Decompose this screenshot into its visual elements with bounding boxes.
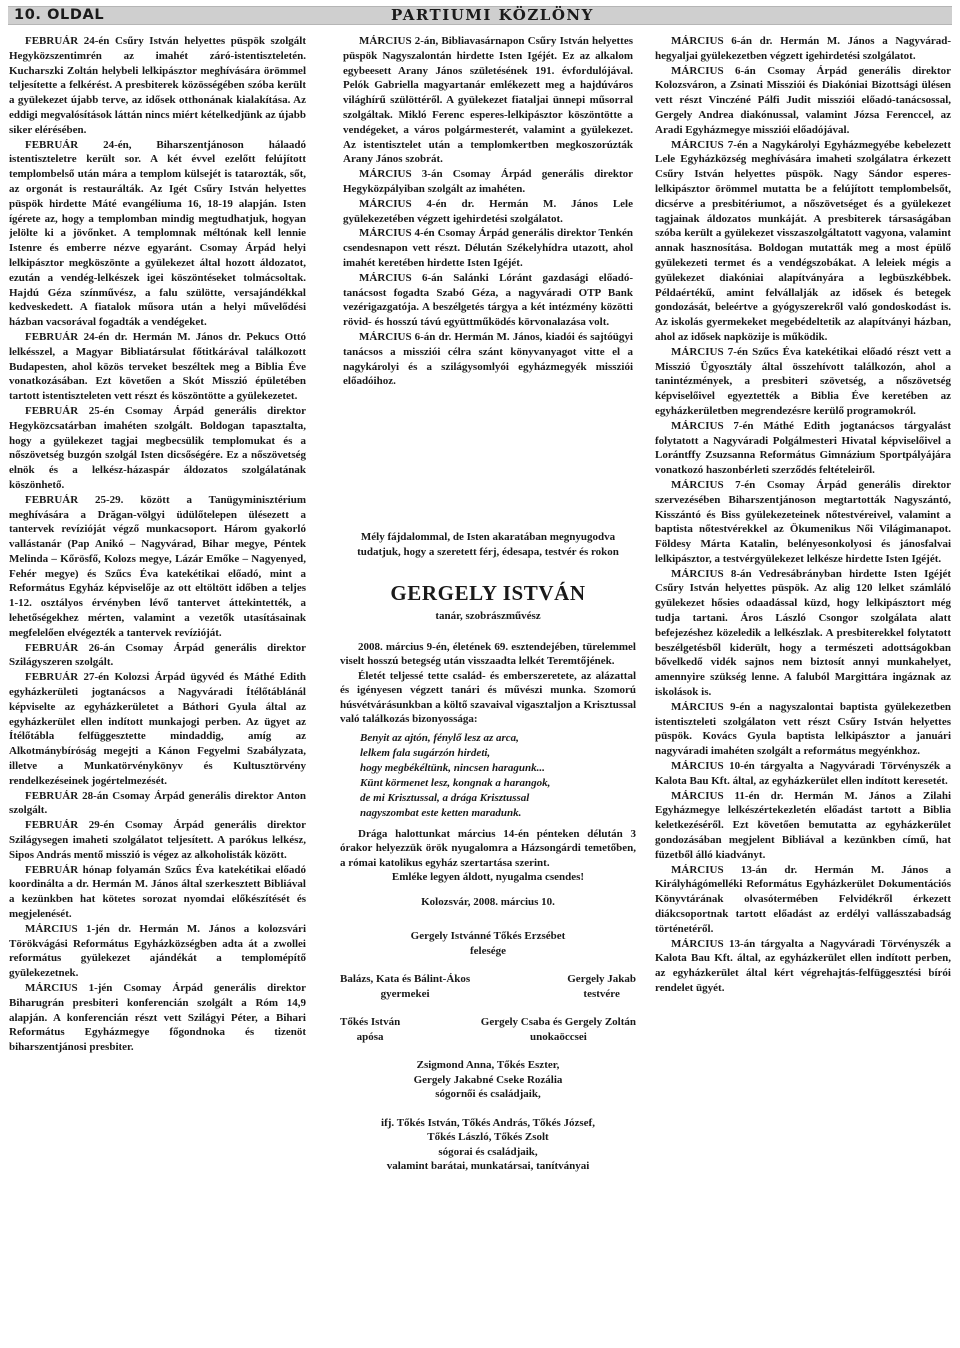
news-item: MÁRCIUS 2-án, Bibliavasárnapon Csűry István helyettes püspök Nagyszalontán hirdette Isten Igéjét. Ez az alkalom egybeesett Arany János születésének 191. évfordulójával. Pelók Gabriella magyartanár emlékezett meg a hajdúváros világhírű szülöttéről. A gyülekezet fiataljai ünnepi műsorral szolgáltak. Mikló Ferenc esperes-lelkipásztor köszöntötte a vendégeket, a város polgármesterét, valamint a gyülekezet. Az istentisztelet után a templomkertben megkoszorúzták Arany János szobrát. xyxy=(343,35,633,166)
mourner-row xyxy=(340,972,636,1001)
mourner-relation: sógorai és családjaik, xyxy=(438,1145,538,1158)
news-item: FEBRUÁR hónap folyamán Szűcs Éva katekétikai előadó koordinálta a dr. Hermán M. János által szerkesztett Bibliával a kezünkben hat kötetes sorozat nyomdai előkészítését és megjelenését. xyxy=(9,863,306,921)
news-item: MÁRCIUS 7-én Csomay Árpád generális direktor szervezésében Biharszentjánoson megtartották Nagyszántó, Kisszántó és Biss gyülekezeteinek nőtestvéreivel, valamint a baptista nőtestvérekkel az Ökumenikus Női Világimanapot. Földesy Márta Katalin, belényesonkolyosi és jánosfalvai lelkipásztor, a testvérgyülekezet lelkésze hirdette Isten Igéjét. xyxy=(655,478,951,565)
poem-line: Benyit az ajtón, fénylő lesz az arca, xyxy=(360,731,519,744)
obituary-notice xyxy=(340,530,636,1330)
news-item: FEBRUÁR 24-én Csűry István helyettes püspök szolgált Hegyközszentimrén az imahét záró-istentiszteletén. Kucharszki Zoltán helybeli lelkipásztor meghívására örömmel teljesítette a felkérést. A presbiterek közösségében szóba került a gyülekezet újabb terve, az idősek otthonának kialakítása. Az eddigi megvalósítások láttán nincs miért kételkedjünk az újabb siker elérésében. xyxy=(9,35,306,136)
obituary-paragraph: Életét teljessé tette család- és emberszeretete, az alázattal és igényesen végzett tanári és művészi munka. Szomorú húsvétvárásunkban a költő szavaival vigasztaljon a Krisztussal való találkozás bizonyossága: xyxy=(340,669,636,725)
page-number: 10. OLDAL xyxy=(14,7,105,23)
news-item: MÁRCIUS 8-án Vedresábrányban hirdette Isten Igéjét Csűry István helyettes püspök. Az alig 120 lelket számláló gyülekezet hősies odaadással küzd, hogy lelkipásztort még tudja tartani. Áros László Csongor szolgálata alatt befejezéshez közeledik a lelkészlak. A presbiterekkel folytatott beszélgetésből kiderült, hogy a természeti adottságokban bővelkedő vidék sajnos nem biztosít annyi munkahelyet, amennyire szükség lenne. A faluból Margittára ingáznak az iskolások is. xyxy=(655,567,951,699)
news-item: FEBRUÁR 29-én Csomay Árpád generális direktor Szilágysegen imaheti szolgálatot teljesített. A parókus lelkész, Sipos András mentő misszió is végez az alkoholisták között. xyxy=(9,819,306,861)
mourner-name: Tőkés István xyxy=(340,1016,401,1028)
news-item: MÁRCIUS 6-án dr. Hermán M. János a Nagyvárad-hegyaljai gyülekezetben végzett igehirdetési szolgálatot. xyxy=(655,35,951,62)
obituary-intro: Mély fájdalommal, de Isten akaratában megnyugodva tudatjuk, hogy a szeretett férj, édesapa, testvér és rokon xyxy=(357,531,619,558)
mourner-name: Zsigmond Anna, Tőkés Eszter, xyxy=(416,1059,560,1071)
mourner-name: Gergely Jakab xyxy=(567,973,636,985)
news-item: MÁRCIUS 3-án Csomay Árpád generális direktor Hegyközpályiban szolgált az imahéten. xyxy=(343,168,633,195)
poem-line: de mi Krisztussal, a drága Krisztussal xyxy=(360,791,530,804)
poem-line: hogy megbékéltünk, nincsen haragunk... xyxy=(360,761,545,774)
poem xyxy=(360,731,636,821)
mourner-relation: sógornői és családjaik, xyxy=(435,1088,541,1100)
mourner-relation: gyermekei xyxy=(380,987,430,1000)
mourners-list xyxy=(340,929,636,1174)
mourner-name: Gergely Jakabné Cseke Rozália xyxy=(413,1073,563,1086)
deceased-name: GERGELY ISTVÁN xyxy=(390,581,586,605)
place-date: Kolozsvár, 2008. március 10. xyxy=(421,895,555,908)
column-middle xyxy=(343,34,633,524)
mourner-name: Gergely Istvánné Tőkés Erzsébet xyxy=(410,930,566,942)
obituary-paragraph: 2008. március 9-én, életének 69. esztendejében, türelemmel viselt hosszú betegség után visszaadta lelkét Teremtőjének. xyxy=(340,640,636,667)
mourner-relation: testvére xyxy=(583,987,620,1000)
news-item: FEBRUÁR 25-én Csomay Árpád generális direktor Hegyközcsatárban imahéten szolgált. Boldogan tapasztalta, hogy a gyülekezet tagjai megbecsülik templomukat és a nőszövetség buzgón szolgál Isten dicsőségére. Ez a nőszövetség elnök és a lelkész-házaspár áldozatos szolgálatának köszönhető. xyxy=(9,404,306,491)
news-item: MÁRCIUS 13-án tárgyalta a Nagyváradi Törvényszék a Kalota Bau Kft. által, az egyházkerület ellen indított perben, az egyházkerület által kért végrehajtás-felfüggesztési bírói rendelet ügyét. xyxy=(655,937,951,994)
news-item: MÁRCIUS 7-én a Nagykárolyi Egyházmegyébe kebelezett Lele Egyházközség meghívására imaheti szolgálatra érkezett Csűry István helyettes püspök. Nagy Sándor esperes-lelkipásztor örömmel mutatta be a felújított templombelsőt, dicsérve a presbitériumot, a nőszövetséget és a gyülekezet tagjainak áldozatos munkáját. A presbiterek társaságában szóba került a gyülekezet visszaszolgáltatott vagyona, valamint annak hasznosítása. Boldogan mutatták meg a most épülő gyülekezeti termet és a vendégszobákat. A leleiek mégis a gyülekezet diakóniai alapítványára a legbüszkébbek. Példaértékű, amint felvállalják az idősek és betegek gondozását, beleértve a gyógyszerekről való gondoskodást is. Az iskolás gyermekeket megebédeltetik az alapítványi házban, ahol az idősek napközije is működik. xyxy=(655,138,951,343)
news-item: MÁRCIUS 6-án Salánki Lóránt gazdasági előadó-tanácsost fogadta Szabó Géza, a nagyváradi OTP Bank vezérigazgatója. A beszélgetés tárgya a két intézmény közötti rövid- és hosszú távú együttműködés körvonalazása volt. xyxy=(343,271,633,329)
memorial-wish: Emléke legyen áldott, nyugalma csendes! xyxy=(391,871,585,883)
poem-line: nagyszombat este ketten maradunk. xyxy=(360,806,522,819)
news-item: MÁRCIUS 13-án dr. Hermán M. János a Királyhágómelléki Református Egyházkerület Dokumentációs Könyvtárának olvasótermében Felvidékről érkezett diákcsoportnak tartott előadást az erdélyi vallásszabadság történetéről. xyxy=(655,863,951,935)
news-item: MÁRCIUS 10-én tárgyalta a Nagyváradi Törvényszék a Kalota Bau Kft. által, az egyházkerület ellen indított keresetét. xyxy=(655,760,951,787)
news-item: MÁRCIUS 4-én dr. Hermán M. János Lele gyülekezetében végzett igehirdetési szolgálatot. xyxy=(343,197,633,225)
news-item: MÁRCIUS 6-án dr. Hermán M. János, kiadói és sajtóügyi tanácsos a missziói célra szánt könyvanyagot vitte el a nagykárolyi és a szilágysomlyói egyházmegyék missziói előadóihoz. xyxy=(343,330,633,388)
mourner-relation: felesége xyxy=(469,944,507,957)
news-item: FEBRUÁR 26-án Csomay Árpád generális direktor Szilágyszeren szolgált. xyxy=(9,641,306,669)
publication-title: PARTIUMI KÖZLÖNY xyxy=(391,6,594,24)
column-right xyxy=(655,34,951,1339)
news-item: FEBRUÁR 24-én dr. Hermán M. János dr. Pekucs Ottó lelkésszel, a Magyar Bibliatársulat főtitkárával találkozott Budapesten, ahol közös terveket beszéltek meg a Biblia Éve vonatkozásában. Ezt követően a Skót Misszió épületében tartott istentiszteleten vett részt és köszöntötte a gyülekezetet. xyxy=(9,330,306,403)
news-item: MÁRCIUS 7-én Máthé Edith jogtanácsos tárgyalást folytatott a Nagyváradi Polgálmesteri Hivatal képviselőivel a Lorántffy Zsuzsanna Református Gimnázium Sportpályájára vonatkozó haszonbérleti szerződés feltételeiről. xyxy=(655,419,951,477)
news-item: MÁRCIUS 1-jén dr. Hermán M. János a kolozsvári Törökvágási Református Egyházközségben adta át a zwollei református gyülekezet ajándékát a templomépítő gyülekezetnek. xyxy=(9,922,306,980)
mourner-closing: valamint barátai, munkatársai, tanítványai xyxy=(386,1160,590,1172)
news-item: FEBRUÁR 25-29. között a Tanügyminisztérium meghívására a Drăgan-völgyi üdülőtelepen ülésezett a tantervek revízióját végző munkacsoport. Három gyakorló vallástanár (Pap Anikó – Nagyvárad, Bihar megye, Péntek Melinda – Kőrösfő, Kolozs megye, Lázár Emőke – Nagyenyed, Fehér megye) és Szűcs Éva katekétikai előadó, mint a Református Egyház képviselője az ott eltöltött időben a teljes 1-12. osztályos érvényben lévő tantervet áttekintették, a lehetőségekhez mérten, valamint a vezetők utasításainak megfelelően elvégezték a tantervek revízióját. xyxy=(9,493,306,639)
news-item: MÁRCIUS 7-én Szűcs Éva katekétikai előadó részt vett a Misszió Ügyosztály által összehívott találkozón, ahol a tanintézmények, a presbiteri szövetség, a nőszövetség képviselőivel egyeztették a Biblia Éve keretében az egyházkerületben megrendezésre kerülő programokról. xyxy=(655,345,951,417)
poem-line: Künt körmenet lesz, kongnak a harangok, xyxy=(360,776,551,789)
news-item: MÁRCIUS 11-én dr. Hermán M. János a Zilahi Egyházmegye lelkészértekezletén előadást tartott a Biblia keletkezéséről. Ezt követően bemutatta az egyházkerület gondozásában megjelent Bibliával a kezünkben című, hat füzetből álló kiadványt. xyxy=(655,789,951,861)
news-item: MÁRCIUS 6-án Csomay Árpád generális direktor Kolozsváron, a Zsinati Missziói és Diakóniai Bizottsági ülésen vett részt Vinczéné Pálfi Judit missziói előadó-tanácsossal, Gergely Andrea diakónussal, valamint Józsa Ferenccel, az Aradi Egyházmegye missziói előadójával. xyxy=(655,64,951,136)
deceased-role: tanár, szobrászművész xyxy=(435,610,541,622)
news-item: FEBRUÁR 24-én, Biharszentjánoson hálaadó istentiszteletre került sor. A két évvel ezelőtt felújított templombelső után mára a templom külsejét is tatarozták, sőt, az orgonát is restaurálták. Az Igét Csűry István helyettes püspök hirdette Máté evangéliuma 16, 18-19 alapján. Isten ígérete az, hogy a templomban mindig megtudhatjuk, hogyan jelölte ki a jövőnket. A templomnak méltónak kell lennie Istenre és emberre nézve egyaránt. Csomay Árpád helyi lelkipásztor megköszönte a gyülekezet által hozott áldozatot, ezután a vendég-lelkészek igei köszöntéseket tolmácsoltak. Hajdú Géza színművész, a falu szülötte, versajándékkal kedveskedett. A fiatalok műsora után a helyi művelődési házban vacsorával fogadták a vendégeket. xyxy=(9,138,306,329)
news-item: MÁRCIUS 9-én a nagyszalontai baptista gyülekezetben istentiszteleti szolgálaton vett részt Csűry István helyettes püspök. Kovács Gyula baptista lelkipásztor a januári nagyváradi imahéten szolgált a református megyénkhoz. xyxy=(655,700,951,758)
column-left xyxy=(9,34,306,1339)
poem-line: lelkem fala sugárzón hirdeti, xyxy=(360,746,491,759)
funeral-info: Drága halottunkat március 14-én pénteken délután 3 órakor helyezzük örök nyugalomra a Házsongárdi temetőben, a római katolikus egyház szertartása szerint. xyxy=(340,827,636,869)
mourner-name: Balázs, Kata és Bálint-Ákos xyxy=(340,973,471,985)
mourner-name: Gergely Csaba és Gergely Zoltán xyxy=(480,1016,636,1028)
news-item: FEBRUÁR 28-án Csomay Árpád generális direktor Anton szolgált. xyxy=(9,789,306,817)
mourner-name: Tőkés László, Tőkés Zsolt xyxy=(427,1131,549,1143)
news-item: MÁRCIUS 4-én Csomay Árpád generális direktor Tenkén csendesnapon vett részt. Délután Székelyhídra utazott, ahol imahét keretében hirdette Isten Igéjét. xyxy=(343,227,633,269)
news-item: FEBRUÁR 27-én Kolozsi Árpád ügyvéd és Máthé Edith egyházkerületi jogtanácsos a Nagyváradi Ítélőtáblánál képviselte az egyházkerületet a Báthori Gyula által az egyházkerület ellen indított munkajogi perben. Az ügyet az Ítélőtábla felfüggesztette mindaddig, amíg az Alkotmánybíróság megejti a Kánon Fegyelmi Szabályzata, illetve a Munkatörvénykönyv és Kultusztörvény rendelkezéseinek jogértelmezését. xyxy=(9,671,306,787)
mourner-name: ifj. Tőkés István, Tőkés András, Tőkés József, xyxy=(381,1116,595,1129)
news-item: MÁRCIUS 1-jén Csomay Árpád generális direktor Biharugrán presbiteri konferencián szolgált a Róm 14,9 alapján. A konferencián részt vett Szilágyi Péter, a Bihari Református Egyházmegye főgondnoka és tizenöt biharszentjánosi presbiter. xyxy=(9,982,306,1054)
mourner-relation: apósa xyxy=(356,1030,384,1043)
mourner-row xyxy=(340,1015,636,1044)
page-header xyxy=(8,6,952,25)
mourner-relation: unokaöccsei xyxy=(529,1030,587,1043)
